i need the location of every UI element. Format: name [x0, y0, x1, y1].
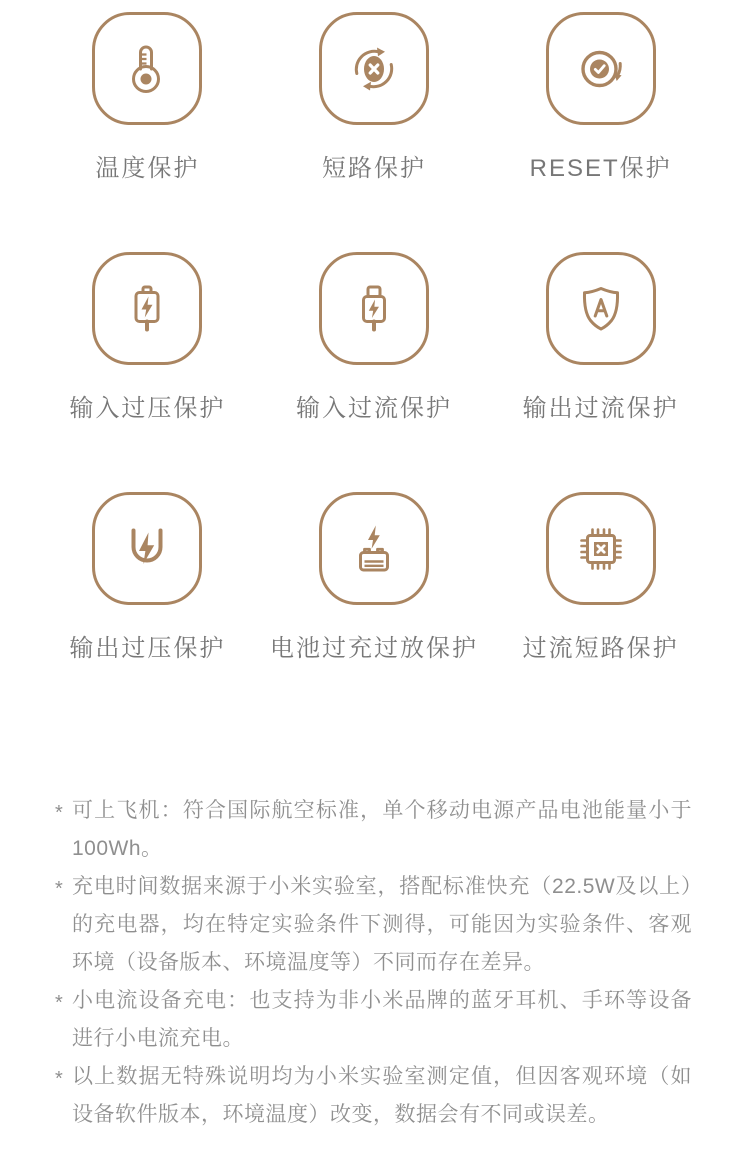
feature-icon-frame	[92, 252, 202, 365]
feature-item	[34, 492, 261, 732]
short-circuit-cycle-icon	[344, 39, 404, 99]
battery-charge-bolt-icon	[344, 519, 404, 579]
feature-icon-frame	[546, 252, 656, 365]
feature-icon-frame	[546, 12, 656, 125]
feature-item	[261, 12, 488, 252]
feature-label: 过流短路保护	[522, 635, 679, 662]
footnote-asterisk: *	[55, 992, 64, 1014]
footnote-item	[55, 868, 692, 982]
feature-item	[487, 492, 714, 732]
footnote-text: 充电时间数据来源于小米实验室，搭配标准快充（22.5W及以上）的充电器，均在特定实验条件下测得，可能因为实验条件、客观环境（设备版本、环境温度等）不同而存在差异。	[72, 875, 692, 974]
footnotes	[0, 792, 750, 1134]
usb-plug-bolt-icon	[344, 279, 404, 339]
feature-label: 电池过充过放保护	[269, 635, 478, 662]
footnote-asterisk: *	[55, 1068, 64, 1090]
footnote-item	[55, 1058, 692, 1134]
footnote-asterisk: *	[55, 802, 64, 824]
feature-item	[261, 492, 488, 732]
feature-item	[34, 252, 261, 492]
feature-icon-frame	[92, 12, 202, 125]
feature-label: 短路保护	[321, 155, 426, 182]
feature-icon-frame	[319, 252, 429, 365]
feature-label: 输出过流保护	[522, 395, 679, 422]
feature-label: 输入过压保护	[69, 395, 226, 422]
feature-icon-frame	[319, 12, 429, 125]
footnote-item	[55, 982, 692, 1058]
footnote-text: 小电流设备充电：也支持为非小米品牌的蓝牙耳机、手环等设备进行小电流充电。	[72, 989, 692, 1050]
battery-bolt-icon	[117, 279, 177, 339]
feature-item	[487, 252, 714, 492]
footnote-asterisk: *	[55, 878, 64, 900]
footnote-text: 以上数据无特殊说明均为小米实验室测定值，但因客观环境（如设备软件版本，环境温度）改变，数据会有不同或误差。	[72, 1065, 692, 1126]
feature-icon-frame	[92, 492, 202, 605]
feature-icon-frame	[546, 492, 656, 605]
feature-item	[261, 252, 488, 492]
feature-label: 输出过压保护	[69, 635, 226, 662]
feature-label: 温度保护	[95, 155, 200, 182]
reset-check-icon	[571, 39, 631, 99]
u-bolt-icon	[117, 519, 177, 579]
footnote-text: 可上飞机：符合国际航空标准，单个移动电源产品电池能量小于100Wh。	[72, 799, 692, 860]
feature-icon-frame	[319, 492, 429, 605]
shield-ampere-icon	[571, 279, 631, 339]
feature-label: 输入过流保护	[295, 395, 452, 422]
feature-label: RESET保护	[529, 155, 672, 182]
thermometer-icon	[117, 39, 177, 99]
feature-item	[487, 12, 714, 252]
feature-item	[34, 12, 261, 252]
footnote-item	[55, 792, 692, 868]
chip-x-icon	[571, 519, 631, 579]
